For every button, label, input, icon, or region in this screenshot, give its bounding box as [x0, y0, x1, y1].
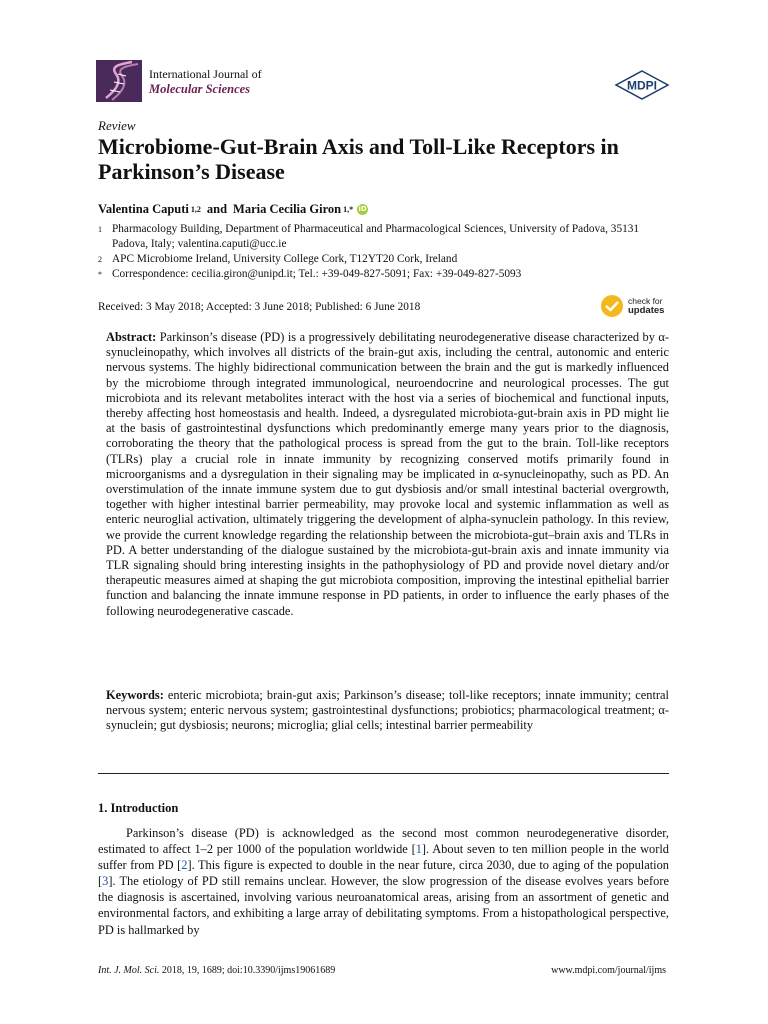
article-type: Review: [98, 118, 136, 133]
journal-logo-icon: [96, 60, 142, 102]
affiliation-text: APC Microbiome Ireland, University College Cork, T12YT20 Cork, Ireland: [112, 253, 458, 265]
intro-text: ]. This figure is expected to double in the near future, circa 2030, due to aging of the population [: [98, 858, 669, 889]
affiliation-number: 2: [98, 255, 102, 264]
affiliation-row: [98, 267, 658, 282]
authors-line: [98, 202, 368, 217]
author-name[interactable]: Valentina Caputi: [98, 202, 189, 216]
journal-header: [96, 56, 676, 106]
article-title: Microbiome-Gut-Brain Axis and Toll-Like Receptors in Parkinson’s Disease: [98, 134, 619, 184]
journal-name-line2: Molecular Sciences: [149, 82, 251, 96]
author-affiliation-sup: 1,2: [190, 205, 201, 214]
abstract: [106, 330, 669, 619]
citation-link[interactable]: 2: [181, 858, 188, 873]
affiliation-number: 1: [98, 225, 102, 234]
abstract-text: Parkinson’s disease (PD) is a progressively debilitating neurodegenerative disease characterized by α-synucleinopathy, which involves all districts of the brain-gut axis, including the central, autonomic and enteric nervous systems. The highly bidirectional communication between the brain and the gut is markedly influenced by the microbiome through integrated immunological, neuroendocrine and neurological processes. The gut microbiota and its relevant metabolites interact with the host via a series of biochemical and functional inputs, thereby affecting host homeostasis and health. Indeed, a dysregulated microbiota-gut-brain axis in PD might lie at the basis of gastrointestinal dysfunctions which predominantly emerge many years prior to the diagnosis, corroborating the theory that the pathological process is spread from the gut to the brain. Toll-like receptors (TLRs) play a crucial role in innate immunity by recognizing conserved motifs primarily found in microorganisms and a dysregulation in their signaling may be implicated in α-synucleinopathy, such as PD. An overstimulation of the innate immune system due to gut dysbiosis and/or small intestinal bacterial overgrowth, together with higher intestinal barrier permeability, may provoke local and systemic inflammation as well as enteric neuroglial activation, ultimately triggering the development of alpha-synuclein pathology. In this review, we provide the current knowledge regarding the relationship between the microbiota-gut–brain axis and TLRs in PD. A better understanding of the dialogue sustained by the microbiota-gut-brain axis and innate immunity via TLR signaling should bring interesting insights in the pathophysiology of PD and provide novel dietary and/or therapeutic measures aimed at shaping the gut microbiota composition, improving the intestinal epithelial barrier function and balancing the innate immune response in PD patients, in order to influence the early phases of the following neurodegenerative cascade.: [106, 330, 669, 618]
citation-link[interactable]: 1: [415, 842, 422, 857]
footer-citation-text: 2018, 19, 1689; doi:10.3390/ijms19061689: [159, 965, 336, 976]
intro-text: ]. About seven to ten million people in the world suffer from PD [: [98, 842, 669, 873]
keywords-text: enteric microbiota; brain-gut axis; Parkinson’s disease; toll-like receptors; innate immunity; central nervous system; enteric nervous system; gastrointestinal dysfunctions; probiotics; pharmacological treatment; α-synuclein; gut dysbiosis; neurons; microglia; glial cells; intestinal barrier permeability: [106, 688, 669, 733]
publisher-logo-text: MDPI: [627, 78, 657, 93]
author-affiliation-sup: 1,*: [343, 205, 354, 214]
footer-citation: [98, 965, 335, 976]
section-heading: 1. Introduction: [98, 801, 179, 815]
mdpi-logo-icon: [614, 70, 670, 100]
check-updates-label: [628, 297, 664, 315]
author-conjunction: and: [206, 202, 228, 216]
affiliation-number: *: [98, 270, 102, 279]
citation-link[interactable]: 3: [102, 874, 109, 889]
affiliation-row: [98, 222, 658, 252]
check-updates-icon: [600, 294, 624, 318]
correspondence-text: Correspondence: cecilia.giron@unipd.it; Tel.: +39-049-827-5091; Fax: +39-049-827-5093: [112, 268, 522, 280]
author-name[interactable]: Maria Cecilia Giron: [233, 202, 342, 216]
affiliation-row: [98, 252, 658, 267]
footer-url[interactable]: www.mdpi.com/journal/ijms: [551, 965, 666, 976]
keywords-label: Keywords:: [106, 688, 164, 702]
check-updates-line2: updates: [628, 305, 665, 316]
affiliation-text: Pharmacology Building, Department of Pharmaceutical and Pharmacological Sciences, University of Padova, 35131 Padova, Italy; valentina.caputi@ucc.ie: [112, 223, 640, 250]
keywords: [106, 688, 669, 734]
footer-journal-abbr: Int. J. Mol. Sci.: [98, 965, 160, 976]
publication-dates: Received: 3 May 2018; Accepted: 3 June 2018; Published: 6 June 2018: [98, 301, 421, 313]
affiliations: [98, 222, 658, 282]
check-updates-line1: check for: [628, 296, 663, 306]
orcid-icon[interactable]: iD: [358, 205, 367, 213]
abstract-label: Abstract:: [106, 330, 157, 344]
journal-name: [149, 67, 262, 97]
check-for-updates-badge[interactable]: [600, 290, 680, 322]
section-divider: [98, 773, 669, 774]
journal-name-line1: International Journal of: [149, 67, 262, 81]
intro-text: ]. The etiology of PD still remains unclear. However, the slow progression of the disease evolves years before the diagnosis is ascertained, involving various neuroanatomical areas, arising from an assortment of genetic and environmental factors, and exhibiting a large array of debilitating symptoms. From a histopathological perspective, PD is hallmarked by: [98, 874, 669, 937]
intro-text: Parkinson’s disease (PD) is acknowledged as the second most common neurodegenerative disorder, estimated to affect 1–2 per 1000 of the population worldwide [: [98, 826, 669, 857]
introduction-paragraph: [98, 825, 669, 938]
